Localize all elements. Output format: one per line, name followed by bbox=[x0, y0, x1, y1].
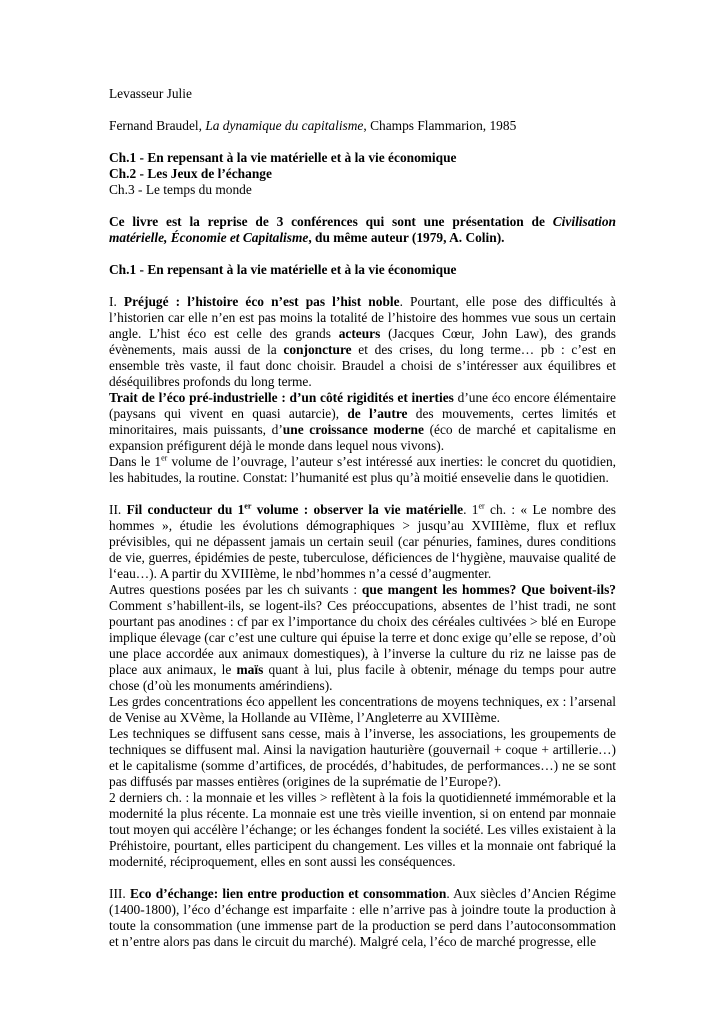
section-number: II. bbox=[109, 502, 127, 517]
text-run: et des crises, du long terme… pb : c’est en ensemble très vaste, il faut donc choisir. Braudel a choisi de s’intéresser aux équilibres et déséquilibres profonds du long terme. bbox=[109, 342, 616, 389]
text-run: (éco de marché et capitalisme en expansion préfigurent déjà le monde dans lequel nous vivons). bbox=[109, 422, 616, 453]
reference-author: Fernand Braudel, bbox=[109, 118, 206, 133]
text-run: Dans le 1 bbox=[109, 454, 162, 469]
text-run: d’une éco encore élémentaire (paysans qui vivent en quasi autarcie), bbox=[109, 390, 617, 421]
text-run: Autres questions posées par les ch suivants : bbox=[109, 582, 362, 597]
text-run: Comment s’habillent-ils, se logent-ils? Ces préoccupations, absentes de l’hist tradi, ne sont pourtant pas anodines : cf par ex l’importance du choix des céréales cultivées > blé en Europe implique élevage (car c’est une culture qui épuise la terre et donc exige qu’elle se repose, d’où une place accordée aux animaux domestiques), à l’inverse la culture du riz ne laisse pas de place aux animaux, le bbox=[109, 598, 616, 677]
chapter-3: Ch.3 - Le temps du monde bbox=[109, 182, 252, 197]
section-2-title bbox=[127, 502, 464, 517]
book-reference bbox=[109, 118, 616, 134]
section-heading: Ch.1 - En repensant à la vie matérielle et à la vie économique bbox=[109, 262, 457, 277]
text-run: . Pourtant, elle pose des difficultés à l’historien car elle n’en est pas moins la totalité de l’histoire des hommes vue sous un certain angle. L’hist éco est celle des grands bbox=[109, 294, 616, 341]
bold-term: Trait de l’éco pré-industrielle : d’un côté rigidités et inerties bbox=[109, 390, 454, 405]
document-body bbox=[109, 86, 616, 950]
author-name: Levasseur Julie bbox=[109, 86, 192, 101]
section-2-paragraph-3: Les grdes concentrations éco appellent les concentrations de moyens techniques, ex : l’arsenal de Venise au XVème, la Hollande au VIIème, l’Angleterre au XVIIIème. bbox=[109, 694, 616, 725]
reference-publisher: , Champs Flammarion, 1985 bbox=[363, 118, 517, 133]
bold-term: une croissance moderne bbox=[282, 422, 424, 437]
section-2-paragraph-2 bbox=[109, 582, 616, 694]
chapter-2: Ch.2 - Les Jeux de l’échange bbox=[109, 166, 272, 181]
text-run: . 1 bbox=[463, 502, 479, 517]
bold-term: conjoncture bbox=[283, 342, 352, 357]
section-1-paragraph-1 bbox=[109, 294, 616, 390]
bold-term: que mangent les hommes? Que boivent-ils? bbox=[361, 582, 616, 597]
intro-paragraph bbox=[109, 214, 616, 246]
section-2-paragraph-5: 2 derniers ch. : la monnaie et les villes > reflètent à la fois la quotidienneté immémorable et la modernité la plus récente. La monnaie est une très vieille invention, si on entend par monnaie tout moyen qui accélère l’échange; or les échanges fondent la société. Les villes existaient à la Préhistoire, pourtant, elles participent du changement. Les villes et la monnaie ont fabriqué la modernité, réciproquement, elles en sont aussi les conséquences. bbox=[109, 790, 616, 869]
intro-text-b: , du même auteur (1979, A. Colin). bbox=[308, 230, 505, 245]
section-3-paragraph-1 bbox=[109, 886, 616, 950]
bold-term: acteurs bbox=[338, 326, 381, 341]
text-run: quant à lui, plus facile à obtenir, ménage du temps pour autre chose (d’où les monuments amérindiens). bbox=[109, 662, 617, 693]
reference-title: La dynamique du capitalisme bbox=[205, 118, 364, 133]
section-1-paragraph-2 bbox=[109, 390, 616, 454]
text-run: ch. : « Le nombre des hommes », étudie les évolutions démographiques > jusqu’au XVIIIème, flux et reflux prévisibles, qui ne dépassent jamais un certain seuil (car pénuries, famines, dures conditions de vie, guerres, épidémies de peste, tuberculose, déficiences de l‘hygiène, mauvaise qualité de l‘eau…). A partir du XVIIIème, le nbd’hommes n’a cessé d’augmenter. bbox=[109, 502, 616, 581]
chapter-1: Ch.1 - En repensant à la vie matérielle et à la vie économique bbox=[109, 150, 457, 165]
superscript: er bbox=[478, 501, 485, 511]
section-3-title: Eco d’échange: lien entre production et consommation bbox=[129, 886, 447, 901]
intro-text-a: Ce livre est la reprise de 3 conférences qui sont une présentation de bbox=[109, 214, 553, 229]
text-run: (Jacques Cœur, John Law), des grands évènements, mais aussi de la bbox=[109, 326, 617, 357]
text-run: des mouvements, certes limités et minoritaires, mais puissants, d’ bbox=[109, 406, 616, 437]
intro-title: Civilisation matérielle, Économie et Capitalisme bbox=[109, 214, 616, 245]
section-2-paragraph-1 bbox=[109, 502, 616, 582]
superscript: er bbox=[161, 453, 168, 463]
text-run: volume : observer la vie matérielle bbox=[251, 502, 464, 517]
superscript: er bbox=[244, 501, 252, 511]
bold-term: maïs bbox=[236, 662, 264, 677]
section-number: I. bbox=[109, 294, 124, 309]
section-number: III. bbox=[109, 886, 130, 901]
text-run: volume de l’ouvrage, l’auteur s’est intéressé aux inerties: le concret du quotidien, les habitudes, la routine. Constat: l’humanité est plus qu’à moitié ensevelie dans le quotidien. bbox=[109, 454, 616, 485]
section-1-paragraph-3 bbox=[109, 454, 616, 486]
section-1-title: Préjugé : l’histoire éco n’est pas l’hist noble bbox=[123, 294, 400, 309]
text-run: . Aux siècles d’Ancien Régime (1400-1800), l’éco d’échange est imparfaite : elle n’arrive pas à joindre toute la production à toute la consommation (une immense part de la production se perd dans l’autoconsommation et n’entre alors pas dans le circuit du marché). Malgré cela, l’éco de marché progresse, elle bbox=[109, 886, 616, 949]
section-2-paragraph-4: Les techniques se diffusent sans cesse, mais à l’inverse, les associations, les groupements de techniques se diffusent mal. Ainsi la navigation hauturière (gouvernail + coque + artillerie…) et le capitalisme (somme d’artifices, de procédés, d’habitudes, de performances…) ne se sont pas diffusés par masses entières (origines de la suprématie de l’Europe?). bbox=[109, 726, 616, 789]
bold-term: de l’autre bbox=[347, 406, 408, 421]
text-run: Fil conducteur du 1 bbox=[126, 502, 245, 517]
